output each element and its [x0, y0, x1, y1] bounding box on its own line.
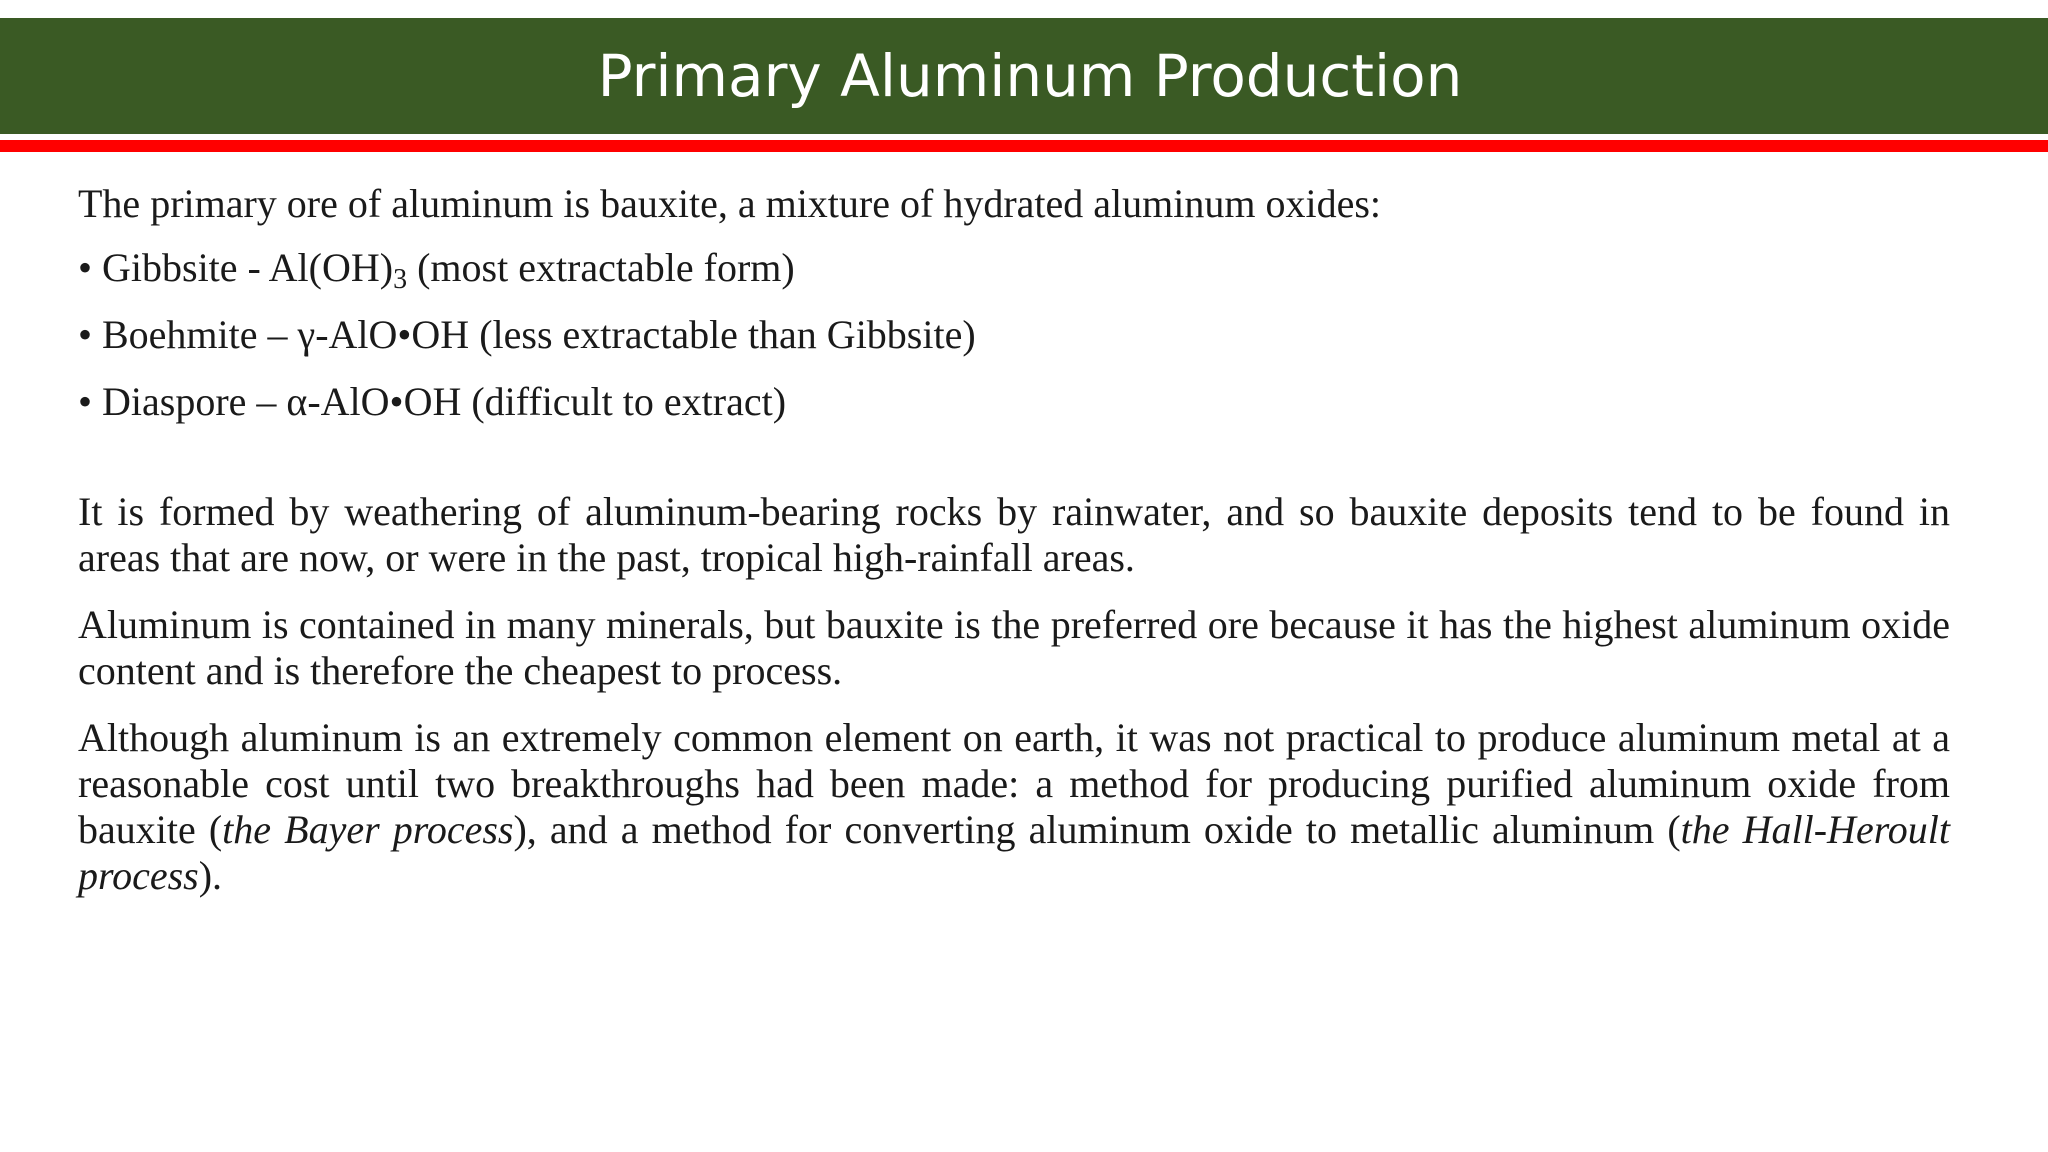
bullet-marker: • — [78, 379, 93, 424]
gibbsite-text: Gibbsite - Al(OH) — [102, 245, 394, 290]
bullet-gibbsite — [78, 244, 1950, 295]
hall-heroult-process-term: the Hall-Heroult process — [78, 807, 1951, 898]
diaspore-text: Diaspore – α-AlO•OH (difficult to extract) — [102, 379, 787, 424]
slide-title: Primary Aluminum Production — [597, 42, 1463, 110]
history-text-3: ). — [198, 853, 223, 898]
paragraph-minerals: Aluminum is contained in many minerals, but bauxite is the preferred ore because it has the highest aluminum oxide content and is therefore the cheapest to process. — [78, 602, 1950, 693]
intro-text: The primary ore of aluminum is bauxite, a mixture of hydrated aluminum oxides: — [78, 181, 1382, 226]
bullet-marker: • — [78, 245, 93, 290]
bullet-marker: • — [78, 312, 93, 357]
paragraph-formation: It is formed by weathering of aluminum-bearing rocks by rainwater, and so bauxite deposits tend to be found in areas that are now, or were in the past, tropical high-rainfall areas. — [78, 489, 1950, 580]
history-text-1: Although aluminum is an extremely common element on earth, it was not practical to produce aluminum metal at a reasonable cost until two breakthroughs had been made: a method for producing purified aluminum oxide from bauxite ( — [78, 715, 1950, 852]
ore-bullet-list — [78, 244, 1950, 426]
bayer-process-term: the Bayer process — [222, 807, 514, 852]
bullet-diaspore — [78, 378, 1950, 426]
boehmite-text: Boehmite – γ-AlO•OH (less extractable than Gibbsite) — [102, 312, 976, 357]
slide-body — [78, 180, 1950, 899]
history-text-2: ), and a method for converting aluminum oxide to metallic aluminum ( — [513, 807, 1681, 852]
paragraph-history — [78, 715, 1950, 899]
bullet-boehmite — [78, 311, 1950, 359]
gibbsite-note: (most extractable form) — [407, 245, 795, 290]
gibbsite-subscript: 3 — [393, 264, 408, 295]
title-bar — [0, 18, 2048, 134]
title-divider-red — [0, 140, 2048, 152]
